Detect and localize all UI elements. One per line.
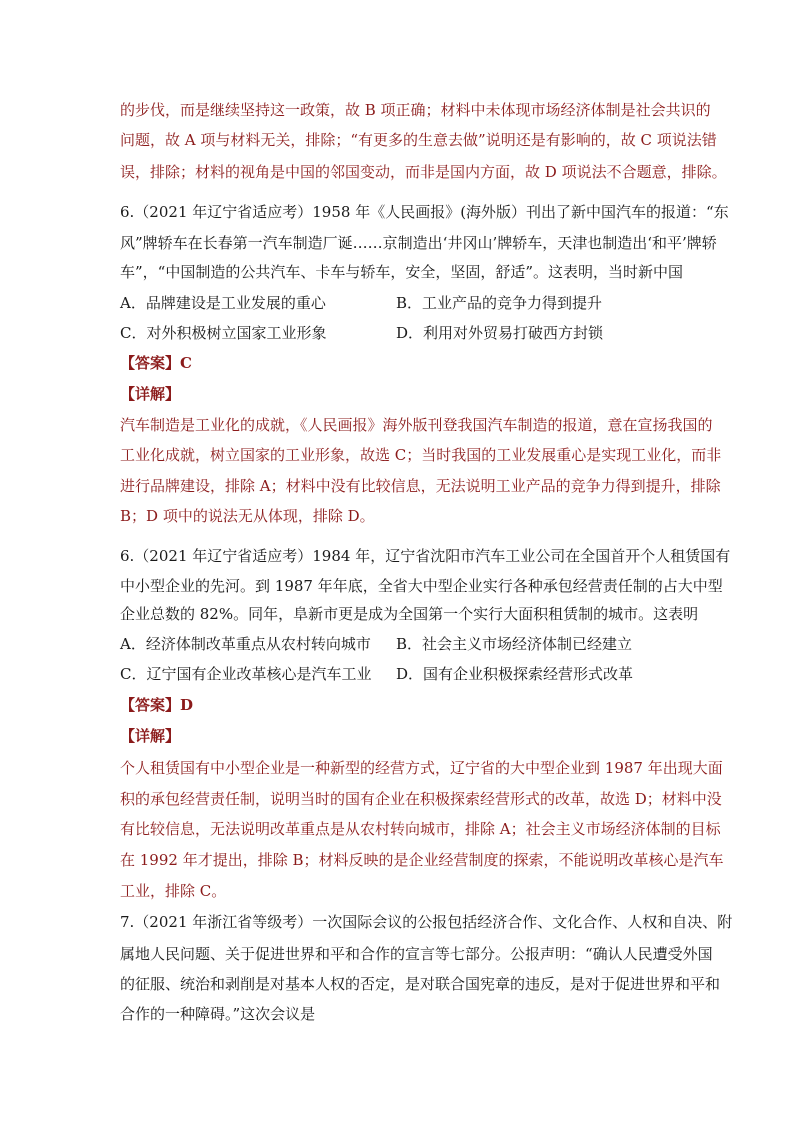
detail-line: 工业化成就，树立国家的工业形象，故选 C；当时我国的工业发展重心是实现工业化，而非	[120, 446, 722, 464]
detail-line: 个人租赁国有中小型企业是一种新型的经营方式，辽宁省的大中型企业到 1987 年出现大面	[120, 759, 723, 777]
question-stem-line: 合作的一种障碍。”这次会议是	[120, 1005, 316, 1023]
option-b: B．社会主义市场经济体制已经建立	[396, 635, 633, 653]
question-stem-line: 6.（2021 年辽宁省适应考）1984 年，辽宁省沈阳市汽车工业公司在全国首开个人租赁国有	[120, 547, 731, 565]
question-stem-line: 7.（2021 年浙江省等级考）一次国际会议的公报包括经济合作、文化合作、人权和自决、附	[120, 913, 733, 931]
detail-line: B；D 项中的说法无从体现，排除 D。	[120, 507, 375, 525]
question-stem-line: 企业总数的 82%。同年，阜新市更是成为全国第一个实行大面积租赁制的城市。这表明	[120, 605, 699, 623]
detail-line: 进行品牌建设，排除 A；材料中没有比较信息，无法说明工业产品的竞争力得到提升，排除	[120, 477, 721, 495]
option-c: C．对外积极树立国家工业形象	[120, 324, 327, 342]
detail-line: 在 1992 年才提出，排除 B；材料反映的是企业经营制度的探索，不能说明改革核心是汽车	[120, 851, 724, 869]
intro-line: 的步伐，而是继续坚持这一政策，故 B 项正确；材料中未体现市场经济体制是社会共识的	[120, 101, 711, 119]
detail-line: 有比较信息，无法说明改革重点是从农村转向城市，排除 A；社会主义市场经济体制的目标	[120, 820, 721, 838]
detail-line: 积的承包经营责任制，说明当时的国有企业在积极探索经营形式的改革，故选 D；材料中没	[120, 790, 722, 808]
option-b: B．工业产品的竞争力得到提升	[396, 294, 603, 312]
option-d: D．利用对外贸易打破西方封锁	[396, 324, 604, 342]
question-stem-line: 风”牌轿车在长春第一汽车制造厂诞……京制造出‘井冈山’牌轿车，天津也制造出‘和平’牌轿	[120, 234, 717, 252]
option-c: C．辽宁国有企业改革核心是汽车工业	[120, 665, 372, 683]
detail-label: 【详解】	[120, 727, 181, 745]
intro-line: 误，排除；材料的视角是中国的邻国变动，而非是国内方面，故 D 项说法不合题意，排除。	[120, 163, 727, 181]
detail-line: 汽车制造是工业化的成就，《人民画报》海外版刊登我国汽车制造的报道，意在宣扬我国的	[120, 416, 713, 434]
question-stem-line: 6.（2021 年辽宁省适应考）1958 年《人民画报》(海外版）刊出了新中国汽车的报道：“东	[120, 203, 729, 221]
answer-label: 【答案】D	[120, 696, 194, 714]
question-stem-line: 中小型企业的先河。到 1987 年年底，全省大中型企业实行各种承包经营责任制的占大中型	[120, 577, 723, 595]
question-stem-line: 属地人民问题、关于促进世界和平和合作的宣言等七部分。公报声明：“确认人民遭受外国	[120, 945, 713, 963]
option-a: A．品牌建设是工业发展的重心	[120, 294, 326, 312]
option-d: D．国有企业积极探索经营形式改革	[396, 665, 634, 683]
intro-line: 问题，故 A 项与材料无关，排除；“有更多的生意去做”说明还是有影响的，故 C 项说法错	[120, 131, 717, 149]
question-stem-line: 车”，“中国制造的公共汽车、卡车与轿车，安全，坚固，舒适”。这表明，当时新中国	[120, 263, 684, 281]
question-stem-line: 的征服、统治和剥削是对基本人权的否定，是对联合国宪章的违反，是对于促进世界和平和	[120, 975, 721, 993]
option-a: A．经济体制改革重点从农村转向城市	[120, 635, 371, 653]
answer-label: 【答案】C	[120, 354, 192, 372]
detail-line: 工业，排除 C。	[120, 882, 227, 900]
detail-label: 【详解】	[120, 385, 181, 403]
